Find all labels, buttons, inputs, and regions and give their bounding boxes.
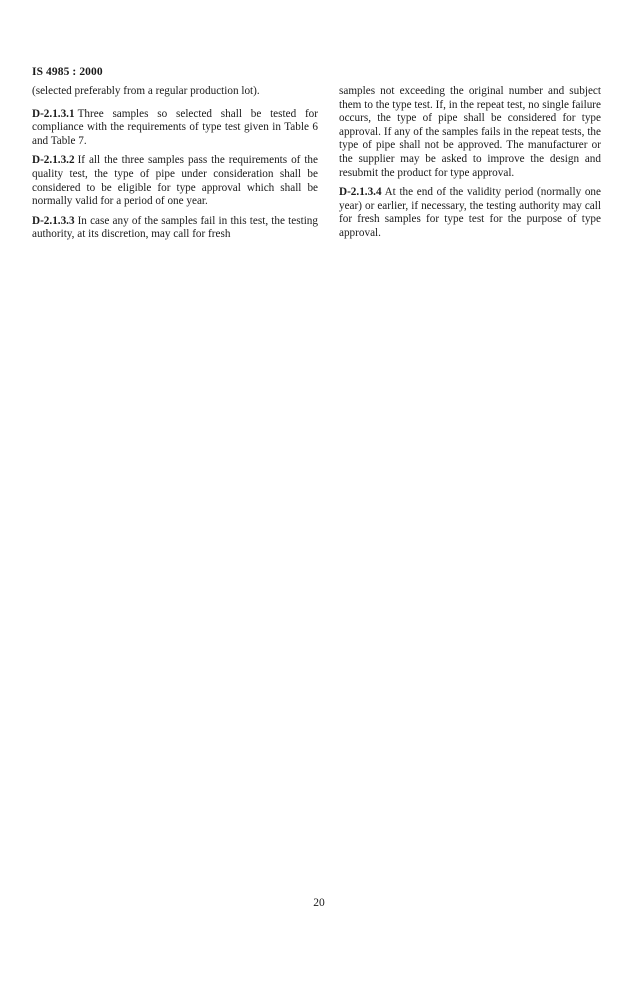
clause-number: D-2.1.3.2 (32, 154, 75, 167)
clause-d-2-1-3-3 (32, 215, 318, 242)
page-number: 20 (313, 897, 325, 909)
clause-d-2-1-3-2 (32, 154, 318, 208)
clause-text: At the end of the validity period (normally one year) or earlier, if necessary, the testing authority may call for fresh samples for type test for the purpose of type approval. (339, 186, 601, 239)
clause-number: D-2.1.3.1 (32, 107, 75, 120)
clause-text: In case any of the samples fail in this test, the testing authority, at its discretion, may call for fresh (32, 214, 318, 241)
left-column (32, 85, 318, 248)
clause-d-2-1-3-1 (32, 108, 318, 149)
right-column (339, 85, 601, 247)
clause-number: D-2.1.3.4 (339, 186, 382, 199)
clause-d-2-1-3-4 (339, 186, 601, 240)
clause-text: Three samples so selected shall be tested for compliance with the requirements of type test given in Table 6 and Table 7. (32, 107, 318, 147)
standard-reference: IS 4985 : 2000 (32, 66, 103, 78)
clause-text: If all the three samples pass the requirements of the quality test, the type of pipe under consideration shall be considered to be eligible for type approval which shall be normally valid for a period of one year. (32, 154, 318, 208)
clause-continuation: samples not exceeding the original number and subject them to the type test. If, in the repeat test, no single failure occurs, the type of pipe shall be considered for type approval. If any of the samples fails in the repeat tests, the type of pipe shall not be approved. The manufacturer or the supplier may be asked to improve the design and resubmit the product for type approval. (339, 85, 601, 179)
clause-number: D-2.1.3.3 (32, 214, 75, 227)
intro-text: (selected preferably from a regular production lot). (32, 85, 260, 97)
